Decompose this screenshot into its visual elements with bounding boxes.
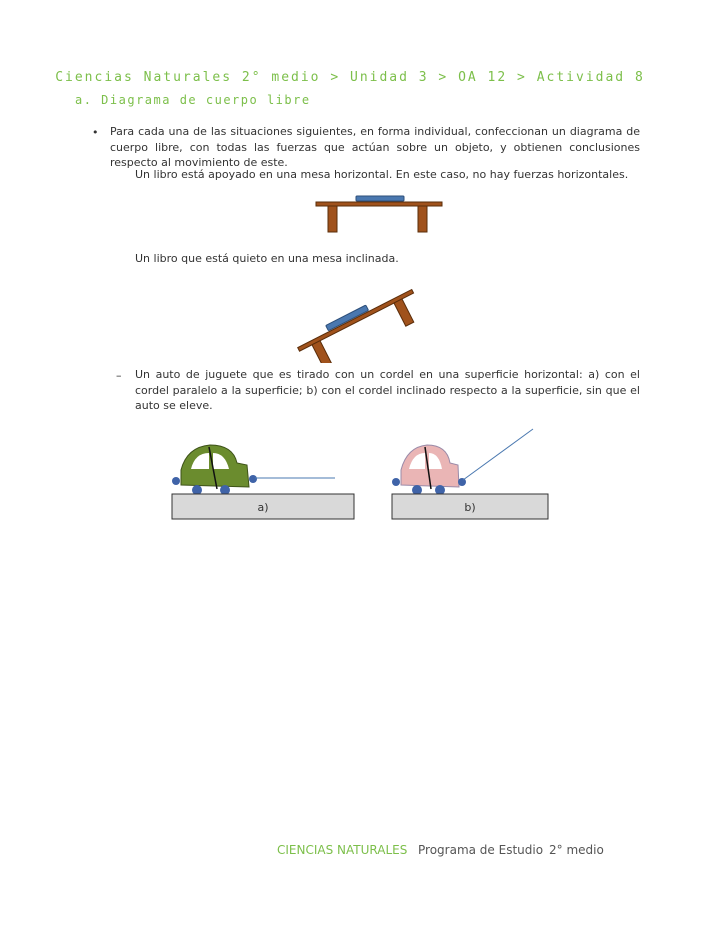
table-leg bbox=[328, 206, 337, 232]
book-icon bbox=[356, 196, 404, 201]
table-leg bbox=[394, 299, 414, 326]
situation-1-text: Un libro está apoyado en una mesa horizontal. En este caso, no hay fuerzas horizontales. bbox=[135, 168, 629, 181]
table-leg bbox=[418, 206, 427, 232]
inclined-table-illustration bbox=[295, 283, 420, 363]
situation-2-text: Un libro que está quieto en una mesa inclinada. bbox=[135, 252, 399, 265]
car-b-icon bbox=[392, 445, 466, 495]
table-top bbox=[298, 289, 414, 351]
dash-icon: – bbox=[116, 369, 122, 382]
bullet-icon: • bbox=[92, 126, 99, 139]
section-title: a. Diagrama de cuerpo libre bbox=[75, 93, 311, 107]
intro-paragraph: Para cada una de las situaciones siguientes, en forma individual, confeccionan un diagrama de cuerpo libre, con todas las fuerzas que actúan sobre un objeto, y obtienen conclusiones respecto al movimiento de este. bbox=[110, 125, 640, 169]
table-top bbox=[316, 202, 442, 206]
horizontal-table-illustration bbox=[310, 192, 450, 237]
string-inclined bbox=[463, 429, 533, 480]
page-header: Ciencias Naturales 2° medio > Unidad 3 > OA 12 > Actividad 8 bbox=[55, 70, 645, 85]
car-a-icon bbox=[172, 445, 257, 495]
situation-3-paragraph: Un auto de juguete que es tirado con un cordel en una superficie horizontal: a) con el cordel paralelo a la superficie; b) con el cordel inclinado respecto a la superficie, sin que el auto se eleve. bbox=[135, 368, 640, 412]
label-b: b) bbox=[464, 501, 476, 514]
footer-level: 2° medio bbox=[549, 843, 604, 857]
footer-program: Programa de Estudio bbox=[418, 843, 544, 857]
label-a: a) bbox=[257, 501, 269, 514]
table-leg bbox=[312, 341, 332, 363]
cars-illustration bbox=[165, 425, 560, 525]
footer-subject: CIENCIAS NATURALES bbox=[277, 843, 408, 857]
